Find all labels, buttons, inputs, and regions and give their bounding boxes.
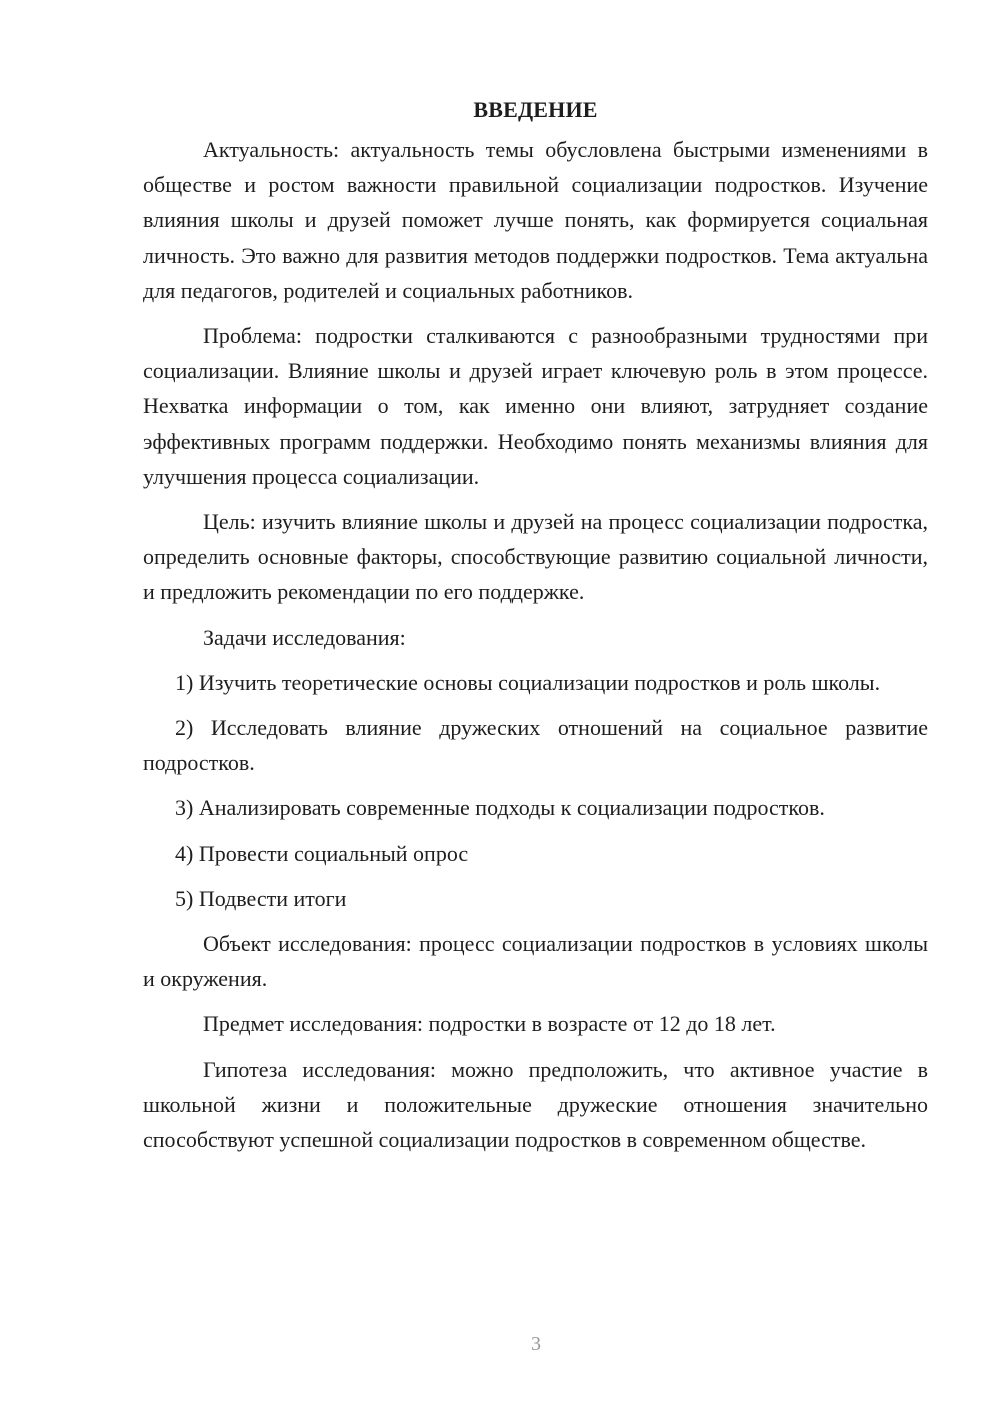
relevance-paragraph: Актуальность: актуальность темы обусловлена быстрыми изменениями в обществе и ростом важности правильной социализации подростков. Изучение влияния школы и друзей поможет лучше понять, как формируется социальная личность. Это важно для развития методов поддержки подростков. Тема актуальна для педагогов, родителей и социальных работников. [143,137,928,303]
section-heading: ВВЕДЕНИЕ [473,97,598,122]
page-number: 3 [531,1333,541,1355]
document-page [143,92,928,1157]
subject-paragraph: Предмет исследования: подростки в возрасте от 12 до 18 лет. [203,1011,776,1037]
hypothesis-paragraph: Гипотеза исследования: можно предположить, что активное участие в школьной жизни и положительные дружеские отношения значительно способствуют успешной социализации подростков в современном обществе. [143,1056,928,1153]
task-item-5: 5) Подвести итоги [175,885,347,911]
tasks-heading: Задачи исследования: [203,624,406,650]
object-paragraph: Объект исследования: процесс социализации подростков в условиях школы и окружения. [143,931,928,992]
task-item-2: 2) Исследовать влияние дружеских отношений на социальное развитие подростков. [143,715,928,776]
problem-paragraph: Проблема: подростки сталкиваются с разнообразными трудностями при социализации. Влияние школы и друзей играет ключевую роль в этом процессе. Нехватка информации о том, как именно они влияют, затрудняет создание эффективных программ поддержки. Необходимо понять механизмы влияния для улучшения процесса социализации. [143,323,928,489]
task-item-1: 1) Изучить теоретические основы социализации подростков и роль школы. [175,669,881,695]
task-item-3: 3) Анализировать современные подходы к социализации подростков. [175,795,825,821]
task-item-4: 4) Провести социальный опрос [175,840,469,866]
goal-paragraph: Цель: изучить влияние школы и друзей на процесс социализации подростка, определить основные факторы, способствующие развитию социальной личности, и предложить рекомендации по его поддержке. [143,509,928,605]
